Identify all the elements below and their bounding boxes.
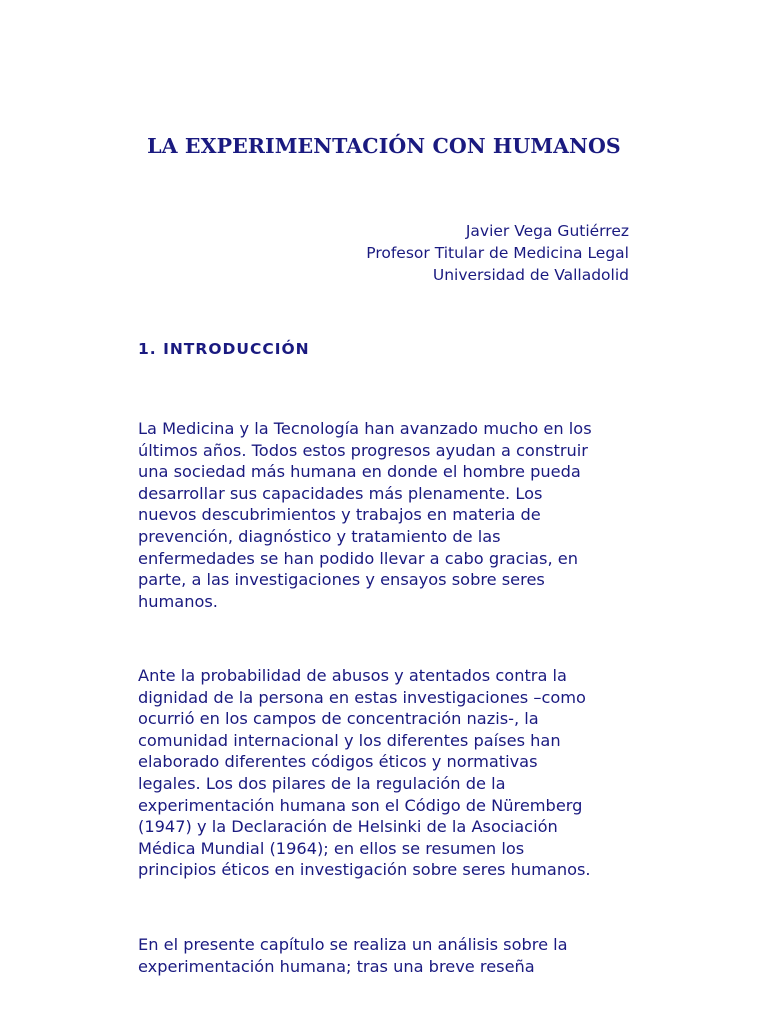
paragraph-line: experimentación humana; tras una breve reseña (138, 956, 535, 976)
paragraph-3 (138, 934, 638, 977)
author-institution: Universidad de Valladolid (432, 266, 629, 284)
paragraph-line: enfermedades se han podido llevar a cabo gracias, en (138, 548, 578, 568)
paragraph-line: desarrollar sus capacidades más plenamente. Los (138, 483, 543, 503)
paragraph-line: parte, a las investigaciones y ensayos sobre seres (138, 570, 545, 590)
paragraph-line: (1947) y la Declaración de Helsinki de la Asociación (138, 817, 558, 837)
paragraph-line: En el presente capítulo se realiza un análisis sobre la (138, 935, 568, 954)
paragraph-line: humanos. (138, 591, 218, 611)
paragraph-line: legales. Los dos pilares de la regulación de la (138, 773, 506, 793)
paragraph-line: Ante la probabilidad de abusos y atentados contra la (138, 666, 567, 685)
paragraph-line: nuevos descubrimientos y trabajos en materia de (138, 505, 541, 525)
paragraph-line: comunidad internacional y los diferentes países han (138, 730, 561, 750)
paragraph-line: prevención, diagnóstico y tratamiento de las (138, 526, 501, 546)
section-heading: 1. INTRODUCCIÓN (138, 340, 310, 358)
author-name: Javier Vega Gutiérrez (465, 222, 629, 240)
paragraph-line: dignidad de la persona en estas investigaciones –como (138, 687, 586, 707)
paragraph-line: La Medicina y la Tecnología han avanzado mucho en los (138, 419, 592, 438)
paragraph-line: Médica Mundial (1964); en ellos se resumen los (138, 838, 525, 858)
paragraph-1 (138, 418, 638, 612)
author-block (366, 220, 629, 286)
document-title: LA EXPERIMENTACIÓN CON HUMANOS (147, 134, 621, 158)
paragraph-line: principios éticos en investigación sobre seres humanos. (138, 860, 591, 880)
paragraph-line: últimos años. Todos estos progresos ayudan a construir (138, 440, 588, 460)
author-position: Profesor Titular de Medicina Legal (366, 244, 629, 262)
paragraph-line: una sociedad más humana en donde el hombre pueda (138, 462, 581, 482)
paragraph-line: experimentación humana son el Código de Nüremberg (138, 795, 583, 815)
paragraph-2 (138, 665, 638, 881)
paragraph-line: elaborado diferentes códigos éticos y normativas (138, 752, 538, 772)
paragraph-line: ocurrió en los campos de concentración nazis-, la (138, 709, 539, 729)
